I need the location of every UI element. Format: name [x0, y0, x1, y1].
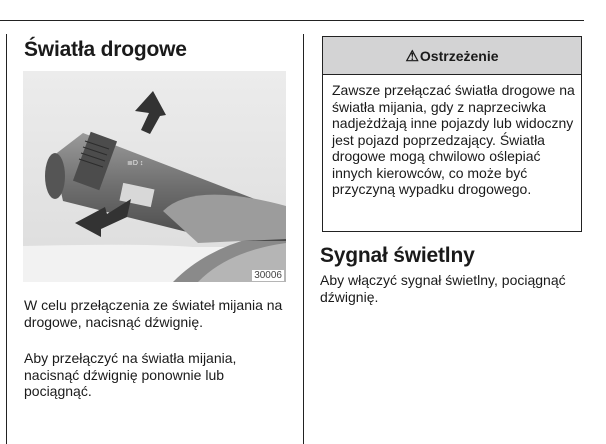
figure-number: 30006 [254, 270, 282, 281]
lever-drawing [23, 71, 286, 282]
paragraph-switch-to-low: Aby przełączyć na światła mijania, nacisnąć dźwignię ponownie lub pociągnąć. [24, 350, 237, 399]
top-rule [0, 20, 584, 21]
warning-header [323, 37, 581, 75]
svg-text:≣D ↕: ≣D ↕ [127, 160, 144, 167]
left-margin-rule [6, 34, 7, 444]
warning-title: Ostrzeżenie [419, 47, 499, 64]
column-divider [303, 34, 304, 444]
warning-triangle-icon: ⚠ [405, 47, 419, 65]
paragraph-flash: Aby włączyć sygnał świetlny, pociągnąć dźwignię. [320, 272, 566, 305]
warning-text: Zawsze przełączać światła drogowe na światła mijania, gdy z naprzeciwka nadjeżdżają inne pojazdy lub widoczny jest pojazd poprzedzający. Światła drogowe mogą chwilowo oślepiać innych kierowców, co może być przyczyną wypadku drogowego. [332, 82, 575, 197]
section-title-flash: Sygnał świetlny [320, 244, 475, 267]
lever-illustration [23, 71, 286, 282]
lever-symbols [127, 158, 143, 167]
section-title-high-beam: Światła drogowe [24, 38, 187, 61]
paragraph-switch-to-high: W celu przełączenia ze świateł mijania na drogowe, nacisnąć dźwignię. [24, 297, 283, 330]
warning-box [322, 36, 582, 232]
